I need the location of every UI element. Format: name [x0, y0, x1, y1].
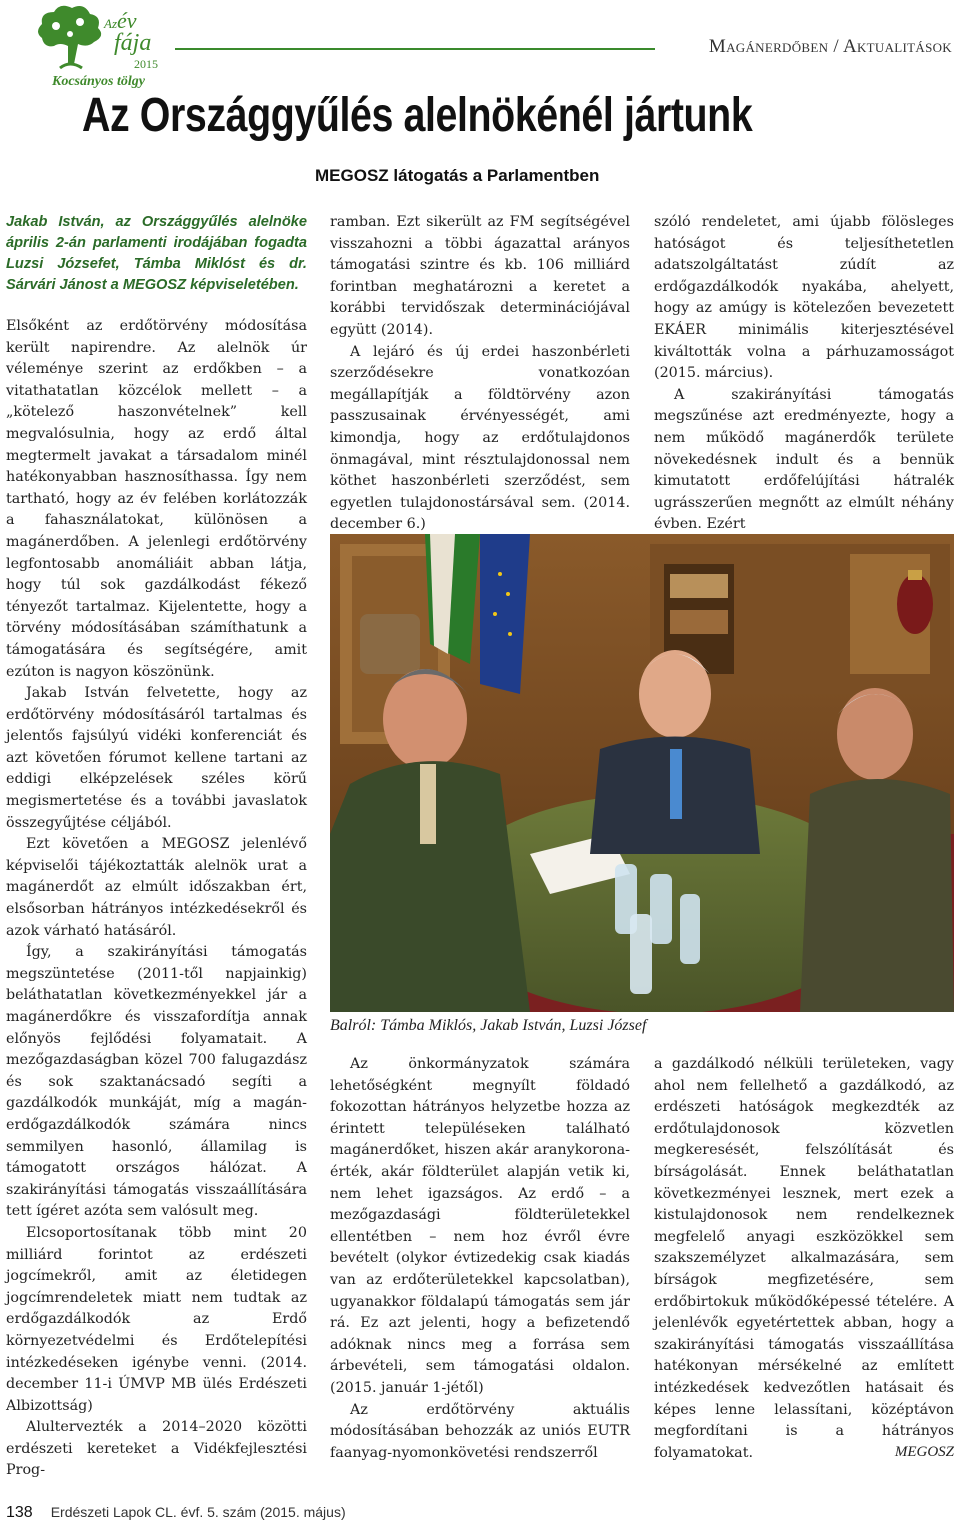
meeting-photo — [330, 534, 954, 1012]
page-footer — [6, 1504, 346, 1522]
header-rule — [175, 48, 655, 50]
paragraph: Az önkormányzatok számára lehetőségként megnyílt földadó fokozottan hátrányos helyzetbe hozza az érintett településeken található magánerdőket, hiszen akár aranykorona-érték, akár földterület alapján vetik ki, nem lehet igazságos. Az erdő – a mezőgazdasági földterületekkel ellentétben – nem hoz évről évre bevételt (olykor évtizedekig csak kiadás van az erdőterületekkel kapcsolatban), ugyanakkor földalapú támogatás sem jár rá. Ez azt jelenti, hogy a befizetendő adóknak nincs meg a forrása sem árbevételi, sem támogatási oldalon. (2015. január 1-jétől) — [330, 1056, 630, 1396]
article-subtitle: MEGOSZ látogatás a Parlamentben — [315, 166, 600, 185]
paragraph: Az erdőtörvény aktuális módosításában behozzák az uniós EUTR faanyag-nyomonkövetési rendszerről — [330, 1401, 630, 1461]
paragraph: a gazdálkodó nélküli területeken, vagy ahol nem fellelhető a gazdálkodó, az erdészeti hatóságok megkezdték az erdőtulajdonosok közvetlen megkeresését, felszólítását és bírságolását. Ennek beláthatatlan következményei lesznek, mert ezek a kistulajdonosok nem rendelkeznek megfelelő anyagi eszközökkel sem szakszemélyzet alkalmazására, sem bírságok megfizetésére, sem erdőbirtokuk működőképessé tételére. A jelenlévők egyetértettek abban, hogy a szakirányítási támogatás visszaállítása hatékonyan mérsékelné az említett intézkedések kedvezőtlen hatásait és képes lenne lelassítani, középtávon megfordítani is a hátrányos folyamatokat. — [654, 1056, 954, 1461]
paragraph: Elsőként az erdőtörvény módosítása került napirendre. Az alelnök úr véleménye szerint az erdőkben – a vitathatatlan közcélok mellett – a „kötelező haszonvételnek” kell megvalósulnia, hogy az erdő által megtermelt javakat a társadalom minél hatékonyabban hasznosíthassa. Így nem tartható, hogy az év felében korlátozzák a fahasználatokat, különösen a magánerdőben. A jelenlegi erdőtörvény legfontosabb anomáliáit abban látja, hogy túl sok gazdálkodást fékező tényezőt tartalmaz. Kijelentette, hogy a törvény módosításában számíthatunk a támogatására és segítségére, amit ezúton is nagyon köszönünk. — [6, 318, 307, 680]
column-3-top — [654, 212, 954, 536]
paragraph: Elcsoportosítanak több mint 20 milliárd forintot az erdészeti jogcímekről, amit az életidegen jogcímrendeletek miatt nem tudtak az erdőgazdálkodók az Erdő környezetvédelmi és Erdőtelepítési intézkedéseken igénybe venni. (2014. december 11-i ÚMVP MB ülés Erdészeti Albizottság) — [6, 1224, 307, 1414]
logo-text-az: Azév — [104, 8, 137, 33]
paragraph: A szakirányítási támogatás megszűnése azt eredményezte, hogy a nem működő magánerdők területe növekedésnek indult és a bennük kimutatott erdőfelújítási hátralék ugrásszerűen megnőtt az elmúlt néhány évben. Ezért — [654, 386, 954, 533]
paragraph: Ezt követően a MEGOSZ jelenlévő képviselői tájékoztatták alelnök urat a magánerdőt az elmúlt időszakban ért, elsősorban hátrányos intézkedésekről és azok várható hatásáról. — [6, 836, 307, 939]
photo-caption: Balról: Támba Miklós, Jakab István, Luzsi József — [330, 1017, 647, 1034]
article-title: Az Országgyűlés alelnökénél jártunk — [82, 89, 753, 142]
column-3-bottom — [654, 1054, 954, 1464]
page-number: 138 — [6, 1504, 33, 1521]
paragraph: szóló rendeletet, ami újabb fölösleges hatóságot és teljesíthetetlen adatszolgáltatást zúdít az erdőgazdálkodók nyakába, ahelyett, hogy az amúgy is kötelezően bevezetett EKÁER minimális kiterjesztésével kiváltották volna a párhuzamosságot (2015. március). — [654, 214, 954, 382]
paragraph: Alultervezték a 2014–2020 közötti erdészeti kereteket a Vidékfejlesztési Prog- — [6, 1419, 307, 1479]
column-2-bottom — [330, 1054, 630, 1464]
paragraph: Így, a szakirányítási támogatás megszüntetése (2011-től napjainkig) beláthatatlan következményekkel jár a magánerdőkre és visszafordítja annak előnyös fejlődési folyamatait. A mezőgazdaságban közel 700 falugazdász és sok szaktanácsadó segíti a gazdálkodók munkáját, míg a magán-erdőgazdálkodók számára nincs semmilyen hasonló, államilag is támogatott országos hálózat. A szakirányítási támogatás visszaállítására tett ígéret azóta sem valósult meg. — [6, 944, 307, 1220]
section-label: Magánerdőben / Aktualitások — [708, 36, 952, 57]
paragraph: Jakab István felvetette, hogy az erdőtörvény módosításáról tartalmas és jelentős fajsúlyú vidéki konferenciát és azt követően fórumot kellene tartani az eddigi elképzelések széles körű megismertetése és a további javaslatok összegyűjtése céljából. — [6, 685, 307, 831]
paragraph: A lejáró és új erdei haszonbérleti szerződésekre vonatkozóan megállapítják a földtörvény azon passzusainak érvényességét, ami kimondja, hogy az erdőtulajdonos önmagával, mint résztulajdonossal nem köthet haszonbérleti szerződést, sem egyetlen tulajdonostársával sem. (2014. december 6.) — [330, 343, 630, 533]
lead-paragraph: Jakab István, az Országgyűlés alelnöke április 2-án parlamenti irodájában fogadta Luzsi Józsefet, Támba Miklóst és dr. Sárvári Jánost a MEGOSZ képviseletében. — [6, 214, 307, 293]
logo-text-year: 2015 — [134, 57, 158, 71]
journal-info: Erdészeti Lapok CL. évf. 5. szám (2015. május) — [50, 1504, 346, 1520]
year-tree-logo — [30, 2, 170, 90]
logo-subtitle: Kocsányos tölgy — [52, 74, 145, 89]
paragraph: ramban. Ezt sikerült az FM segítségével visszahozni a többi ágazattal arányos támogatási szintre és kb. 106 milliárd forintban meghatározni a keretet a korábbi tervidőszak determinációjával együtt (2014). — [330, 214, 630, 338]
column-2-top — [330, 212, 630, 536]
logo-text-faja: fája — [114, 30, 152, 56]
column-1 — [6, 212, 307, 1482]
article-signature: MEGOSZ — [894, 1444, 954, 1460]
oak-tree-icon — [30, 2, 110, 74]
parliament-office-photo — [330, 534, 954, 1012]
